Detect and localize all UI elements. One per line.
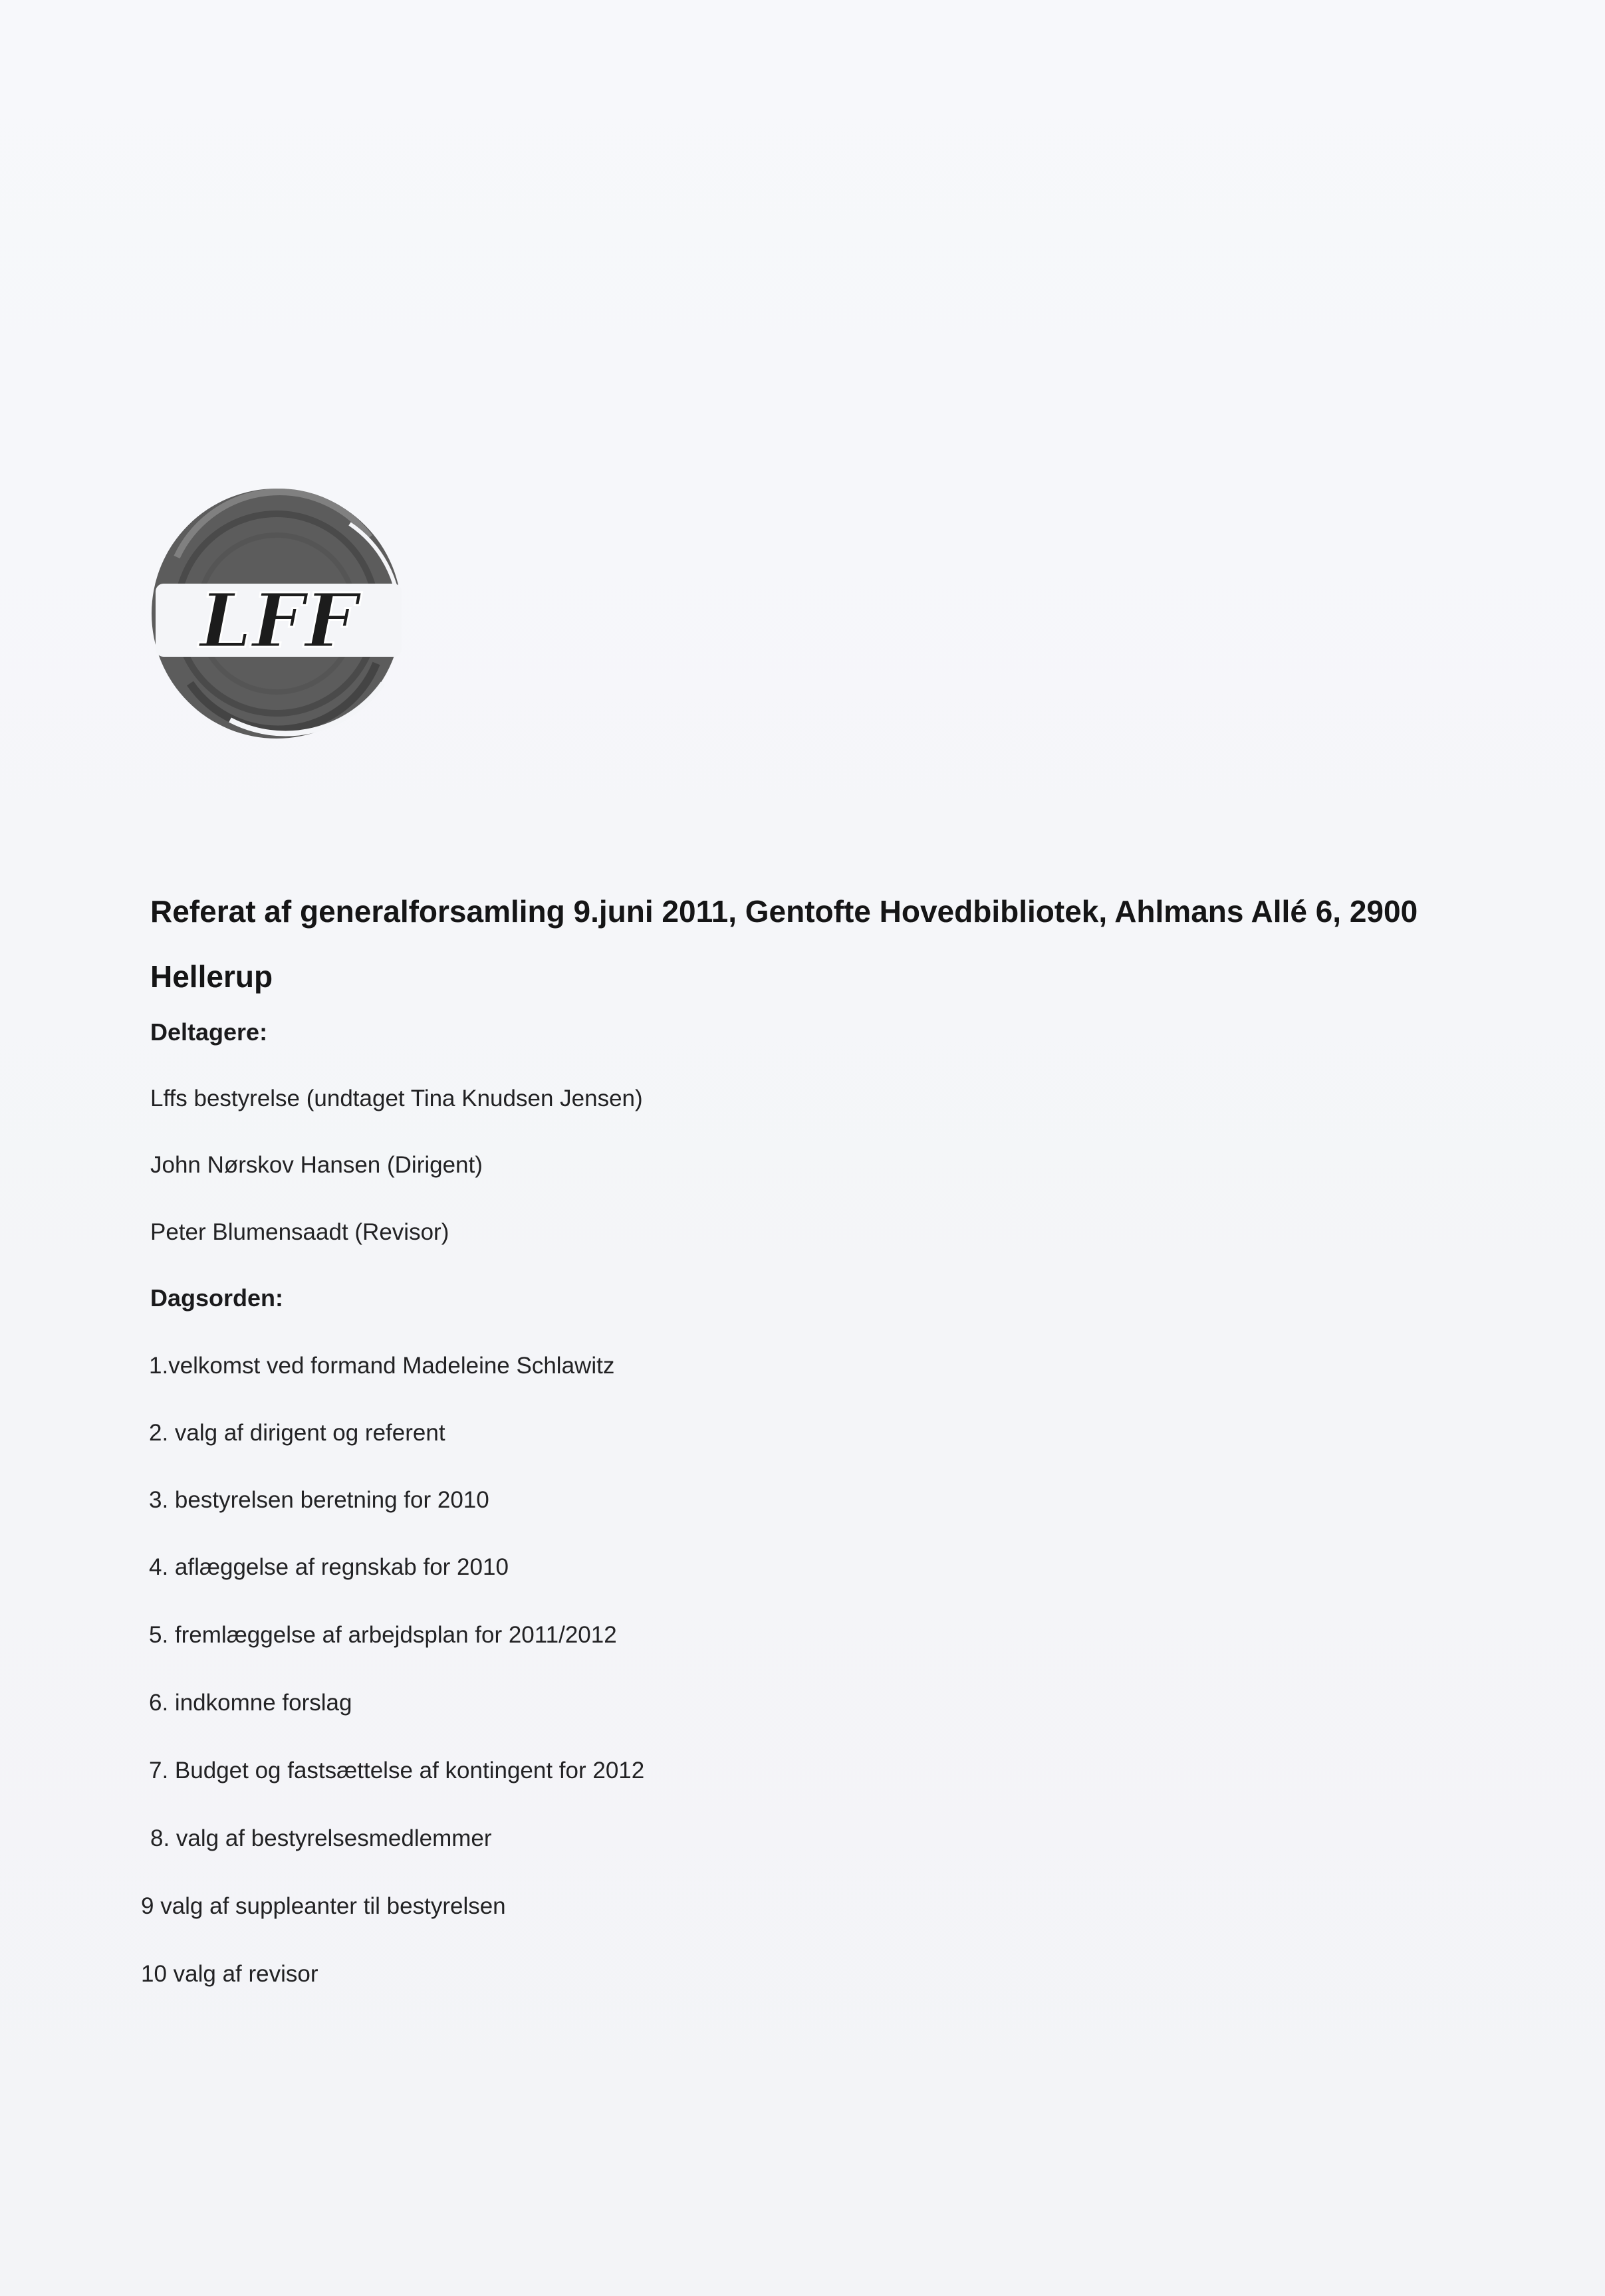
participant-item: Lffs bestyrelse (undtaget Tina Knudsen Jensen) [150,1086,643,1111]
agenda-item: 5. fremlæggelse af arbejdsplan for 2011/2012 [149,1622,617,1648]
agenda-item: 9 valg af suppleanter til bestyrelsen [141,1893,506,1919]
document-title: Referat af generalforsamling 9.juni 2011, Gentofte Hovedbibliotek, Ahlmans Allé 6, 2900 Hellerup [150,894,1418,994]
logo-text: LFF [199,578,358,665]
agenda-item: 10 valg af revisor [141,1961,318,1987]
deltagere-label: Deltagere: [150,1018,268,1046]
participant-item: Peter Blumensaadt (Revisor) [150,1219,449,1245]
agenda-item: 1.velkomst ved formand Madeleine Schlawitz [149,1353,615,1379]
agenda-item: 2. valg af dirigent og referent [149,1420,445,1446]
agenda-item: 8. valg af bestyrelsesmedlemmer [150,1825,492,1851]
agenda-item: 6. indkomne forslag [149,1690,352,1716]
lff-circular-logo-icon [150,484,410,743]
agenda-item: 7. Budget og fastsættelse af kontingent for 2012 [149,1758,645,1783]
agenda-item: 3. bestyrelsen beretning for 2010 [149,1487,489,1513]
dagsorden-label: Dagsorden: [150,1284,284,1312]
participant-item: John Nørskov Hansen (Dirigent) [150,1152,483,1178]
agenda-item: 4. aflæggelse af regnskab for 2010 [149,1554,509,1580]
